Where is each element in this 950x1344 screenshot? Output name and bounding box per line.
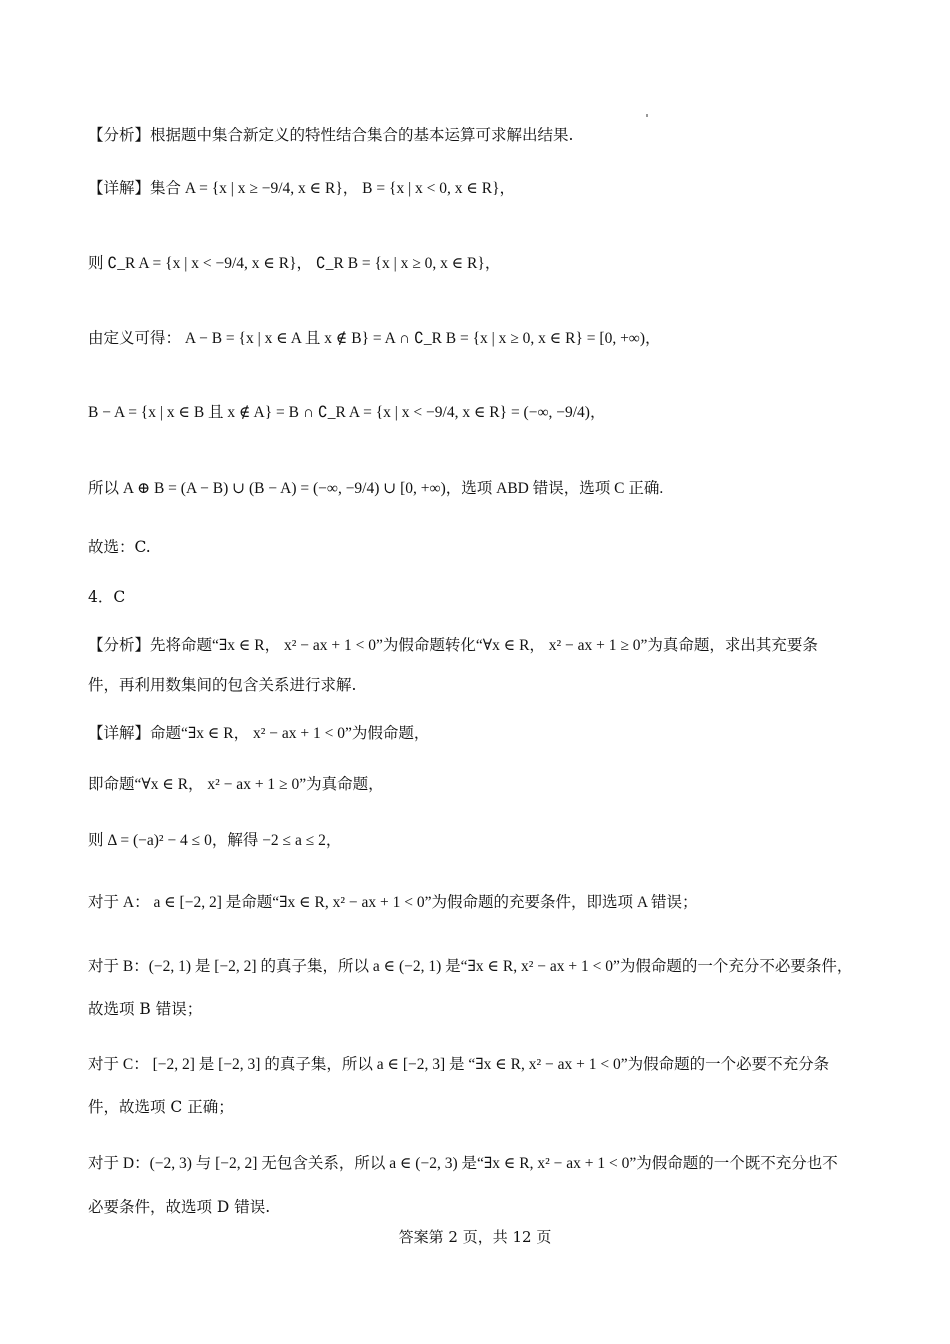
text-line: 件，故选项 C 正确； [88, 1098, 234, 1116]
text-line: 必要条件，故选项 D 错误. [88, 1198, 271, 1216]
text-line: B − A = {x | x ∈ B 且 x ∉ A} = B ∩ ∁_R A = {x | x < −9/4, x ∈ R} = (−∞, −9/4)， [88, 404, 606, 421]
text-line: 【分析】先将命题“∃x ∈ R， x² − ax + 1 < 0”为假命题转化“∀x ∈ R， x² − ax + 1 ≥ 0”为真命题，求出其充要条 [88, 637, 818, 654]
question-number: 4．C [88, 588, 126, 606]
text-line: 【详解】命题“∃x ∈ R， x² − ax + 1 < 0”为假命题， [88, 725, 430, 742]
text-line: 故选项 B 错误； [88, 1000, 203, 1018]
text-line: 故选：C. [88, 538, 151, 556]
text-line: 【分析】根据题中集合新定义的特性结合集合的基本运算可求解出结果. [88, 126, 574, 144]
scan-dot [646, 114, 648, 117]
text-line: 对于 B：(−2, 1) 是 [−2, 2] 的真子集，所以 a ∈ (−2, 1) 是“∃x ∈ R, x² − ax + 1 < 0”为假命题的一个充分不必要条件， [88, 958, 853, 975]
text-line: 由定义可得： A − B = {x | x ∈ A 且 x ∉ B} = A ∩ ∁_R B = {x | x ≥ 0, x ∈ R} = [0, +∞)， [88, 330, 661, 347]
text-line: 对于 A： a ∈ [−2, 2] 是命题“∃x ∈ R, x² − ax + 1 < 0”为假命题的充要条件，即选项 A 错误； [88, 894, 698, 911]
text-line: 则 Δ = (−a)² − 4 ≤ 0，解得 −2 ≤ a ≤ 2， [88, 832, 342, 849]
text-line: 则 ∁_R A = {x | x < −9/4, x ∈ R}， ∁_R B = {x | x ≥ 0, x ∈ R}， [88, 255, 501, 272]
text-line: 对于 C： [−2, 2] 是 [−2, 3] 的真子集，所以 a ∈ [−2, 3] 是 “∃x ∈ R, x² − ax + 1 < 0”为假命题的一个必要不充分条 [88, 1056, 830, 1073]
text-line: 对于 D：(−2, 3) 与 [−2, 2] 无包含关系，所以 a ∈ (−2, 3) 是“∃x ∈ R, x² − ax + 1 < 0”为假命题的一个既不充分也不 [88, 1155, 838, 1172]
page-footer: 答案第 2 页，共 12 页 [398, 1228, 552, 1246]
text-line: 所以 A ⊕ B = (A − B) ∪ (B − A) = (−∞, −9/4) ∪ [0, +∞)，选项 ABD 错误，选项 C 正确. [88, 480, 664, 497]
text-line: 【详解】集合 A = {x | x ≥ −9/4, x ∈ R}， B = {x | x < 0, x ∈ R}， [88, 180, 516, 197]
text-line: 即命题“∀x ∈ R， x² − ax + 1 ≥ 0”为真命题， [88, 776, 384, 793]
text-line: 件，再利用数集间的包含关系进行求解. [88, 676, 357, 694]
